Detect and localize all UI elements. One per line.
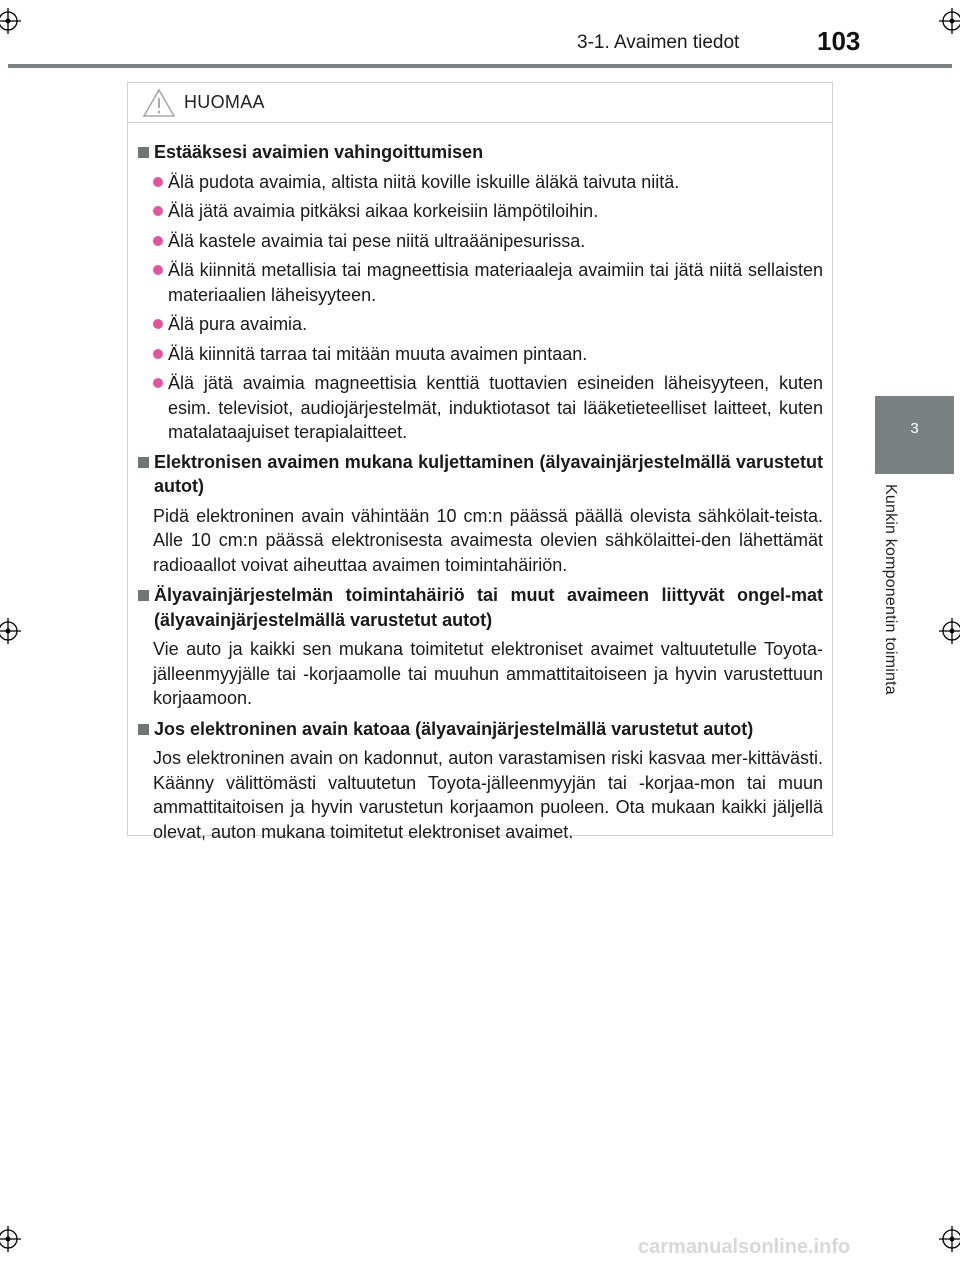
registration-mark-icon bbox=[0, 618, 21, 644]
section-heading: 3-1. Avaimen tiedot bbox=[577, 32, 740, 53]
list-item: Älä pudota avaimia, altista niitä koville iskuille äläkä taivuta niitä. bbox=[153, 170, 823, 195]
round-bullet-icon bbox=[153, 206, 163, 216]
warning-triangle-icon bbox=[142, 88, 176, 118]
round-bullet-icon bbox=[153, 319, 163, 329]
registration-mark-icon bbox=[0, 1226, 21, 1252]
notice-header bbox=[128, 83, 832, 123]
square-bullet-icon bbox=[138, 590, 149, 601]
registration-mark-icon bbox=[939, 1226, 960, 1252]
section-title: Jos elektroninen avain katoaa (älyavainjärjestelmällä varustetut autot) bbox=[138, 717, 823, 742]
section-paragraph: Vie auto ja kaikki sen mukana toimitetut elektroniset avaimet valtuutetulle Toyota-jälleenmyyjälle tai -korjaamolle tai muuhun ammattitaitoiseen ja hyvin varustettuun korjaamoon. bbox=[153, 639, 823, 708]
chapter-tab bbox=[875, 396, 954, 474]
section-title: Älyavainjärjestelmän toimintahäiriö tai muut avaimeen liittyvät ongel-mat (älyavainjärjestelmällä varustetut autot) bbox=[138, 583, 823, 632]
notice-box bbox=[127, 82, 833, 842]
registration-mark-icon bbox=[939, 618, 960, 644]
square-bullet-icon bbox=[138, 724, 149, 735]
chapter-label: Kunkin komponentin toiminta bbox=[882, 484, 899, 695]
round-bullet-icon bbox=[153, 236, 163, 246]
chapter-number: 3 bbox=[910, 420, 919, 437]
round-bullet-icon bbox=[153, 265, 163, 275]
notice-title: HUOMAA bbox=[184, 92, 265, 112]
watermark: carmanualsonline.info bbox=[638, 1236, 851, 1258]
page-number: 103 bbox=[817, 26, 861, 56]
section-title: Estääksesi avaimien vahingoittumisen bbox=[138, 140, 823, 165]
list-item: Älä kastele avaimia tai pese niitä ultraäänipesurissa. bbox=[153, 229, 823, 254]
list-item: Älä kiinnitä tarraa tai mitään muuta avaimen pintaan. bbox=[153, 342, 823, 367]
registration-mark-icon bbox=[939, 8, 960, 34]
list-item: Älä kiinnitä metallisia tai magneettisia materiaaleja avaimiin tai jätä niitä sellaisten materiaalien läheisyyteen. bbox=[153, 258, 823, 307]
round-bullet-icon bbox=[153, 349, 163, 359]
round-bullet-icon bbox=[153, 378, 163, 388]
square-bullet-icon bbox=[138, 147, 149, 158]
section-title: Elektronisen avaimen mukana kuljettaminen (älyavainjärjestelmällä varustetut autot) bbox=[138, 450, 823, 499]
section-paragraph: Pidä elektroninen avain vähintään 10 cm:n päässä päällä olevista sähkölait-teista. Alle 10 cm:n päässä elektronisesta avaimesta olevien sähkölaittei-den lähettämät radioaallot voivat aiheuttaa avaimen toimintahäiriön. bbox=[153, 505, 823, 575]
list-item: Älä pura avaimia. bbox=[153, 312, 823, 337]
section-paragraph: Jos elektroninen avain on kadonnut, auton varastamisen riski kasvaa mer-kittävästi. Käänny välittömästi valtuutetun Toyota-jälleenmyyjän tai -korjaa-mon tai muun ammattitaitoisen ja hyvin varustetun korjaamon puoleen. Ota mukaan kaikki jäljellä olevat, auton mukana toimitetut elektroniset avaimet. bbox=[153, 748, 823, 842]
list-item: Älä jätä avaimia pitkäksi aikaa korkeisiin lämpötiloihin. bbox=[153, 199, 823, 224]
registration-mark-icon bbox=[0, 8, 21, 34]
list-item: Älä jätä avaimia magneettisia kenttiä tuottavien esineiden läheisyyteen, kuten esim. televisiot, audiojärjestelmät, induktiotasot tai lääketieteelliset laitteet, kuten matalataajuiset terapialaitteet. bbox=[153, 371, 823, 445]
square-bullet-icon bbox=[138, 457, 149, 468]
notice-body bbox=[128, 123, 832, 844]
round-bullet-icon bbox=[153, 177, 163, 187]
header-rule bbox=[8, 64, 952, 68]
